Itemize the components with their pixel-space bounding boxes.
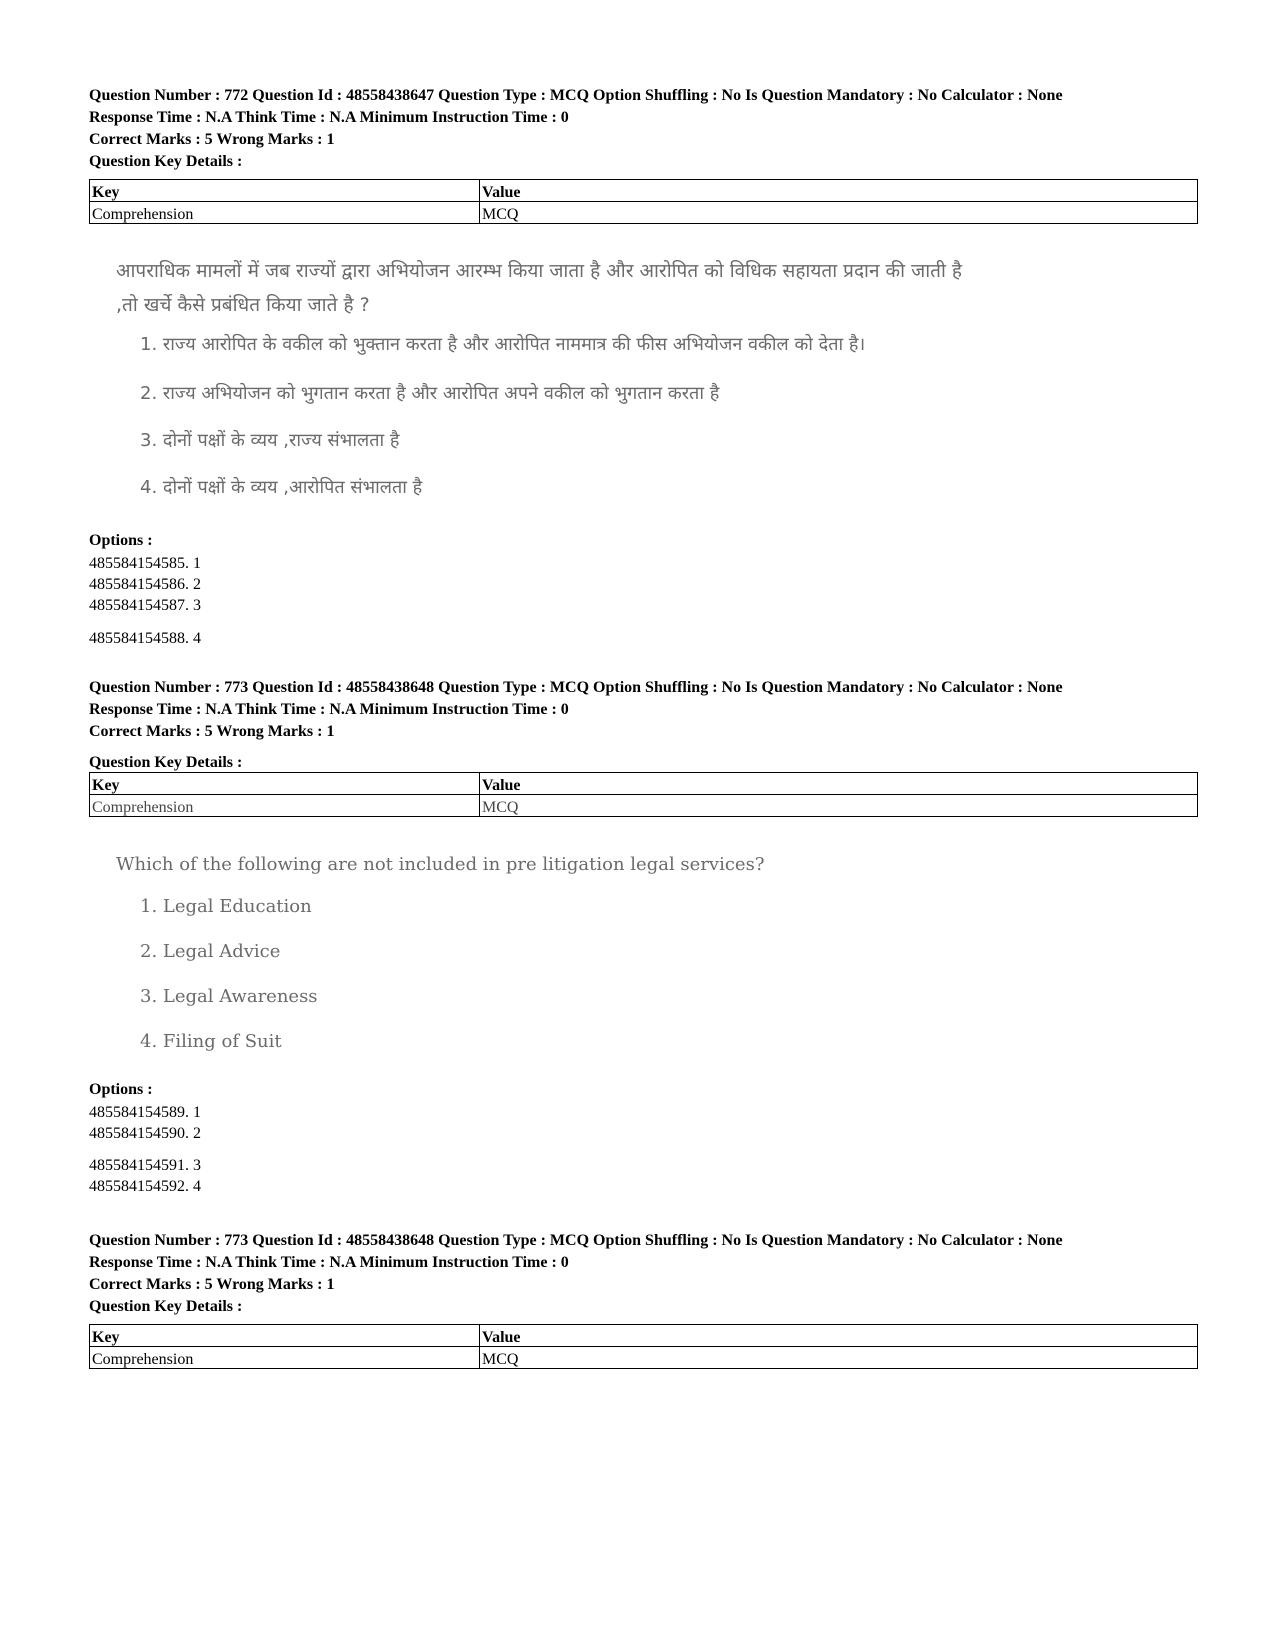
question-text: Which of the following are not included in pre litigation legal services? bbox=[116, 854, 765, 875]
key-cell: Comprehension bbox=[90, 1347, 480, 1369]
option-id: 485584154589. 1 bbox=[89, 1104, 201, 1121]
value-cell: MCQ bbox=[480, 795, 1198, 817]
value-header: Value bbox=[480, 180, 1198, 202]
key-cell: Comprehension bbox=[90, 202, 480, 224]
options-label: Options : bbox=[89, 1081, 153, 1098]
question-option: 4. दोनों पक्षों के व्यय ,आरोपित संभालता है bbox=[140, 477, 423, 498]
question-timing: Response Time : N.A Think Time : N.A Minimum Instruction Time : 0 bbox=[89, 109, 569, 126]
question-option: 3. दोनों पक्षों के व्यय ,राज्य संभालता है bbox=[140, 430, 400, 451]
option-id: 485584154587. 3 bbox=[89, 597, 201, 614]
question-timing: Response Time : N.A Think Time : N.A Minimum Instruction Time : 0 bbox=[89, 1254, 569, 1271]
option-id: 485584154586. 2 bbox=[89, 576, 201, 593]
question-option: 4. Filing of Suit bbox=[140, 1031, 282, 1052]
question-timing: Response Time : N.A Think Time : N.A Minimum Instruction Time : 0 bbox=[89, 701, 569, 718]
value-header: Value bbox=[480, 1325, 1198, 1347]
option-id: 485584154591. 3 bbox=[89, 1157, 201, 1174]
value-cell: MCQ bbox=[480, 202, 1198, 224]
option-id: 485584154585. 1 bbox=[89, 555, 201, 572]
question-marks: Correct Marks : 5 Wrong Marks : 1 bbox=[89, 131, 335, 148]
value-cell: MCQ bbox=[480, 1347, 1198, 1369]
question-773-meta bbox=[89, 677, 1199, 743]
option-id: 485584154590. 2 bbox=[89, 1125, 201, 1142]
question-header: Question Number : 773 Question Id : 48558438648 Question Type : MCQ Option Shuffling : No Is Question Mandatory : No Calculator : None bbox=[89, 1232, 1063, 1249]
question-option: 1. Legal Education bbox=[140, 896, 312, 917]
question-header: Question Number : 773 Question Id : 48558438648 Question Type : MCQ Option Shuffling : No Is Question Mandatory : No Calculator : None bbox=[89, 679, 1063, 696]
question-key-table bbox=[89, 1324, 1198, 1369]
question-image bbox=[116, 254, 976, 322]
key-details-label: Question Key Details : bbox=[89, 1298, 243, 1315]
question-772-meta bbox=[89, 85, 1199, 173]
question-option: 2. राज्य अभियोजन को भुगतान करता है और आरोपित अपने वकील को भुगतान करता है bbox=[140, 383, 720, 404]
question-image bbox=[116, 853, 816, 877]
question-option: 1. राज्य आरोपित के वकील को भुक्तान करता है और आरोपित नाममात्र की फीस अभियोजन वकील को देता है। bbox=[140, 334, 866, 355]
option-id: 485584154588. 4 bbox=[89, 630, 201, 647]
key-details-label: Question Key Details : bbox=[89, 153, 243, 170]
question-773-repeat-meta bbox=[89, 1230, 1199, 1318]
question-option: 2. Legal Advice bbox=[140, 941, 281, 962]
question-marks: Correct Marks : 5 Wrong Marks : 1 bbox=[89, 723, 335, 740]
key-header: Key bbox=[90, 1325, 480, 1347]
question-marks: Correct Marks : 5 Wrong Marks : 1 bbox=[89, 1276, 335, 1293]
question-option: 3. Legal Awareness bbox=[140, 986, 318, 1007]
value-header: Value bbox=[480, 773, 1198, 795]
question-header: Question Number : 772 Question Id : 48558438647 Question Type : MCQ Option Shuffling : No Is Question Mandatory : No Calculator : None bbox=[89, 87, 1063, 104]
key-header: Key bbox=[90, 180, 480, 202]
question-key-table bbox=[89, 179, 1198, 224]
key-details-label: Question Key Details : bbox=[89, 754, 243, 771]
option-id: 485584154592. 4 bbox=[89, 1178, 201, 1195]
key-cell: Comprehension bbox=[90, 795, 480, 817]
question-text: आपराधिक मामलों में जब राज्यों द्वारा अभियोजन आरम्भ किया जाता है और आरोपित को विधिक सहायता प्रदान की जाती है ,तो खर्चे कैसे प्रबंधित किया जाते है ? bbox=[116, 260, 963, 316]
question-key-table bbox=[89, 772, 1198, 817]
key-header: Key bbox=[90, 773, 480, 795]
options-label: Options : bbox=[89, 532, 153, 549]
